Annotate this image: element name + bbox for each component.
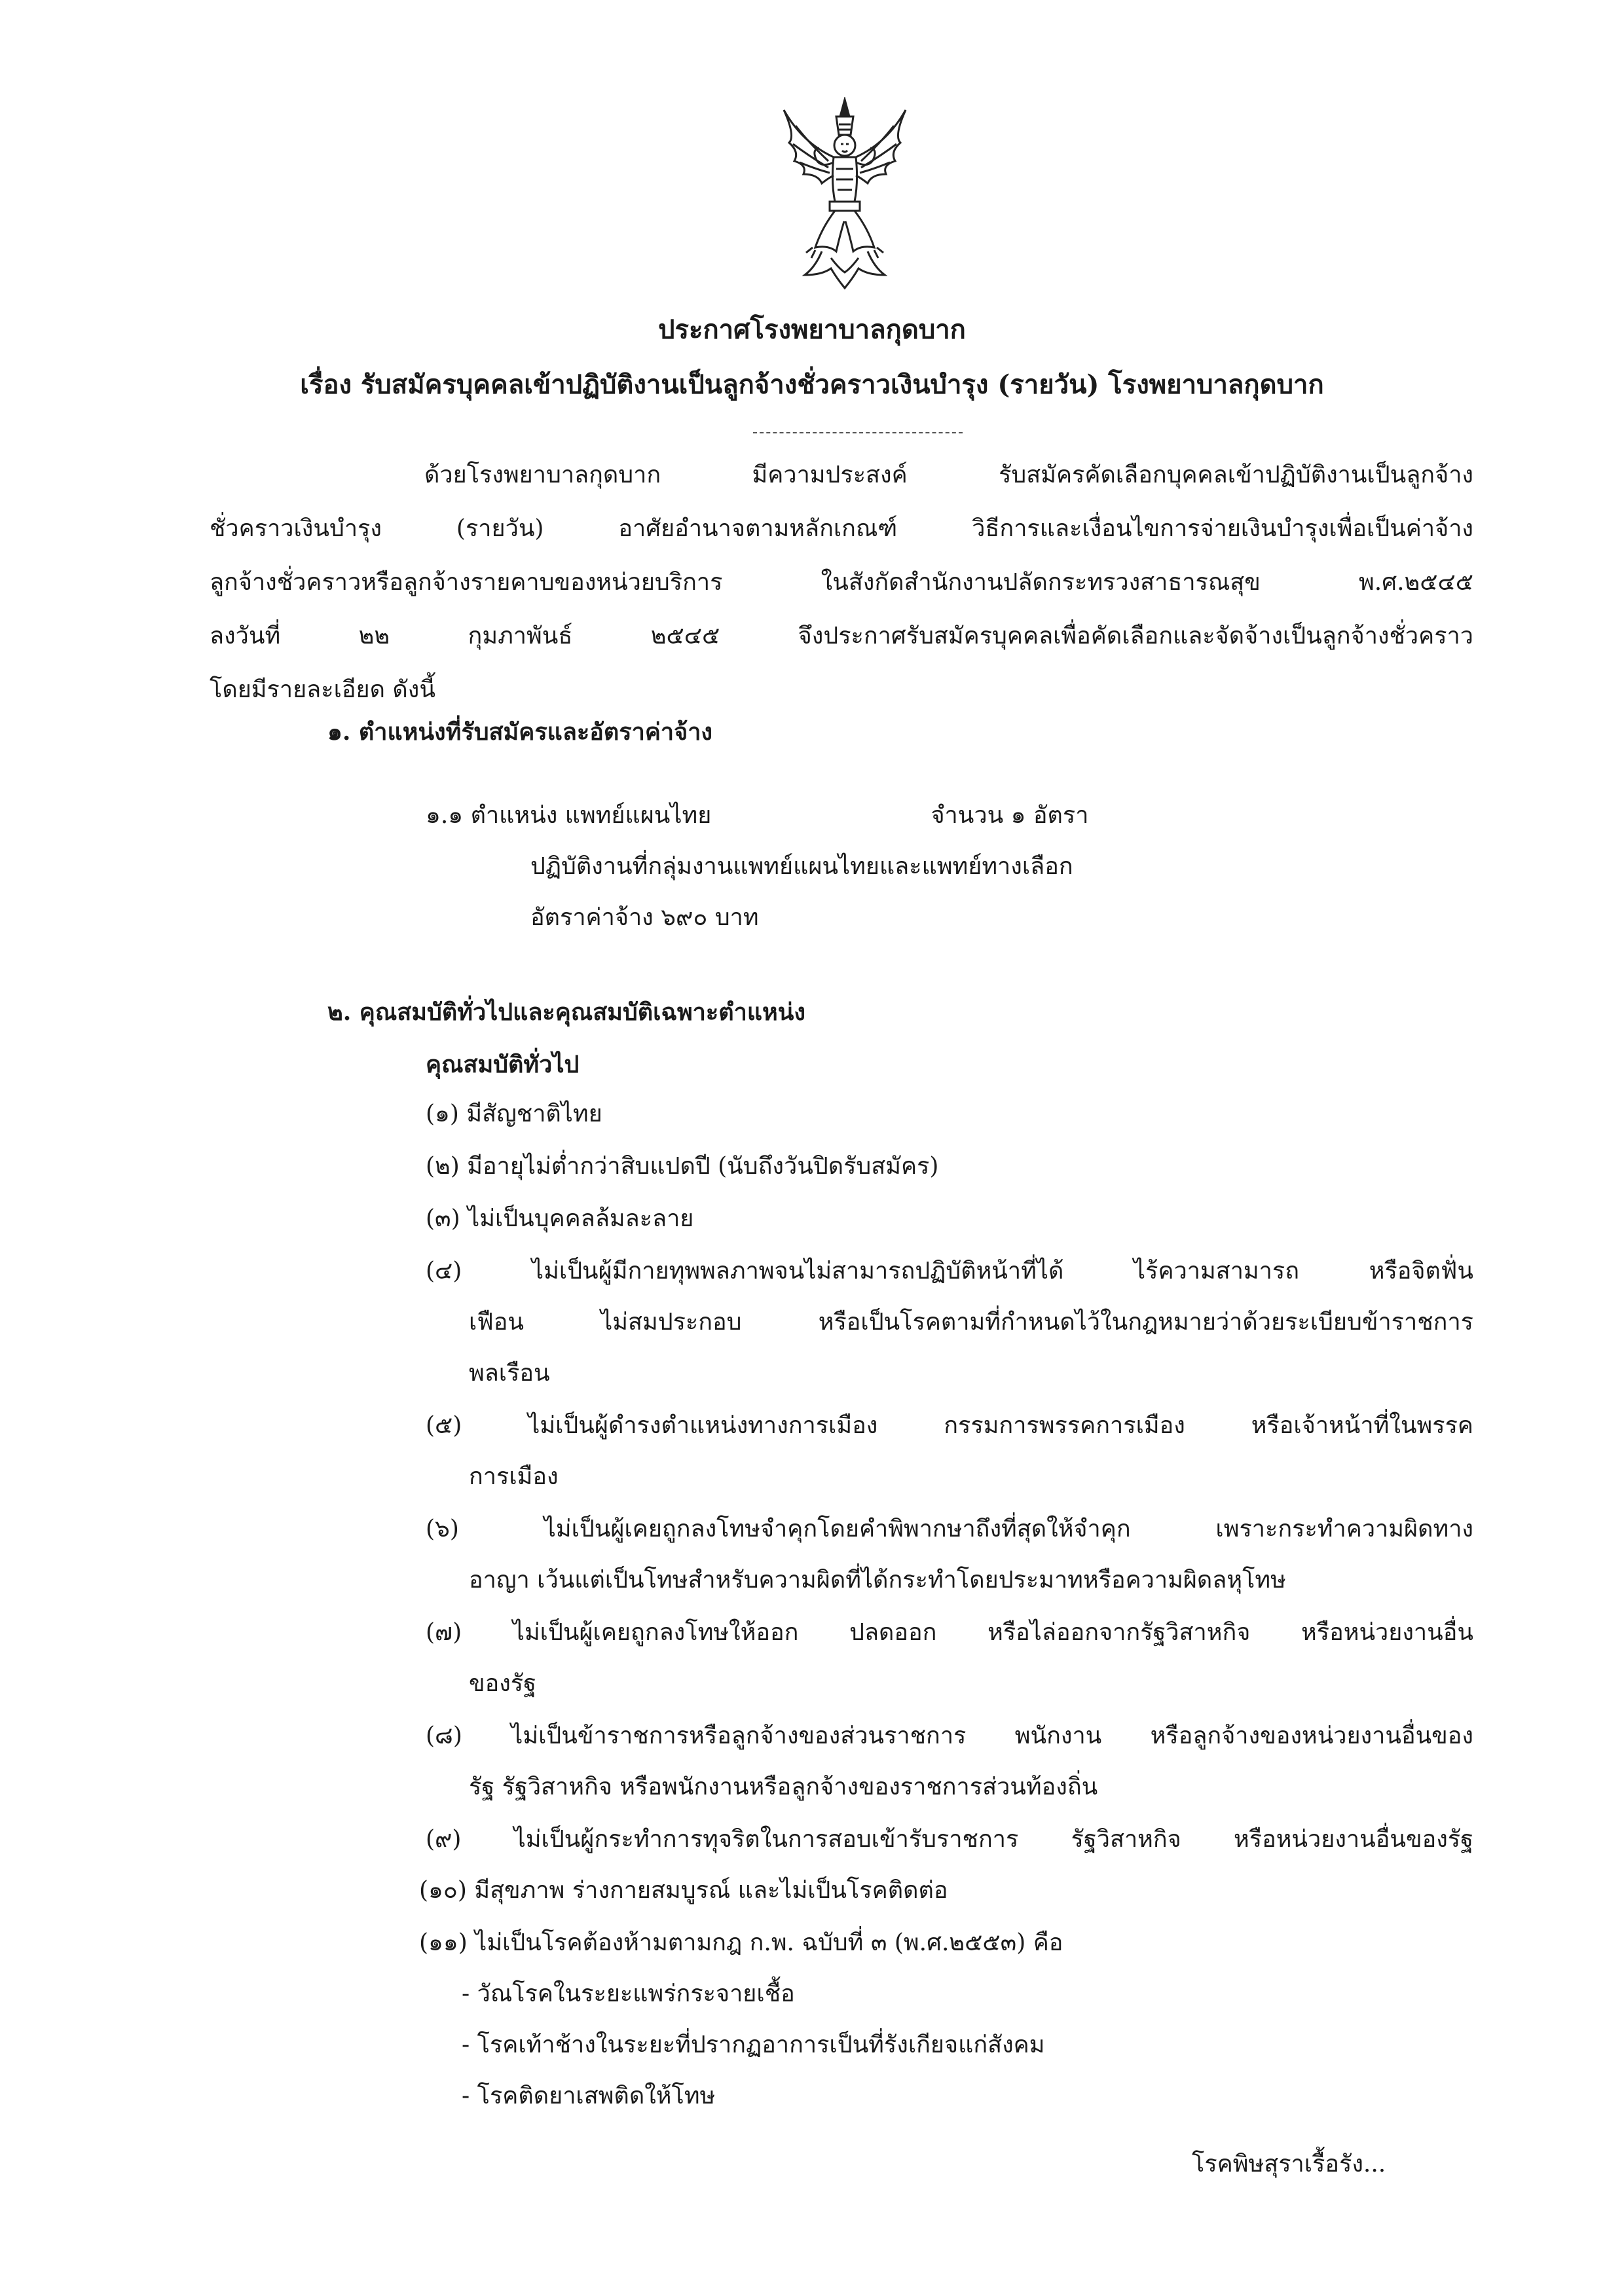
section-2-heading: ๒. คุณสมบัติทั่วไปและคุณสมบัติเฉพาะตำแหน่ง: [327, 998, 805, 1026]
garuda-emblem-icon: [776, 97, 913, 293]
general-qualifications-heading: คุณสมบัติทั่วไป: [426, 1051, 580, 1078]
qualification-item-6-cont: อาญา เว้นแต่เป็นโทษสำหรับความผิดที่ได้กระทำโดยประมาทหรือความผิดลหุโทษ: [469, 1567, 1286, 1594]
qualification-item-7-cont: ของรัฐ: [469, 1670, 537, 1697]
qualification-item-4-cont-1: เฟือน ไม่สมประกอบ หรือเป็นโรคตามที่กำหนดไว้ในกฎหมายว่าด้วยระเบียบข้าราชการ: [469, 1309, 1473, 1336]
intro-line-4: ลงวันที่ ๒๒ กุมภาพันธ์ ๒๕๔๕ จึงประกาศรับสมัครบุคคลเพื่อคัดเลือกและจัดจ้างเป็นลูกจ้างชั่วคราว: [210, 623, 1473, 649]
prohibited-disease-3: - โรคติดยาเสพติดให้โทษ: [462, 2083, 716, 2109]
qualification-item-8: (๘) ไม่เป็นข้าราชการหรือลูกจ้างของส่วนราชการ พนักงาน หรือลูกจ้างของหน่วยงานอื่นของ: [426, 1722, 1473, 1749]
qualification-item-6: (๖) ไม่เป็นผู้เคยถูกลงโทษจำคุกโดยคำพิพากษาถึงที่สุดให้จำคุก เพราะกระทำความผิดทาง: [426, 1516, 1473, 1542]
position-workplace: ปฏิบัติงานที่กลุ่มงานแพทย์แผนไทยและแพทย์ทางเลือก: [530, 853, 1073, 880]
prohibited-disease-2: - โรคเท้าช้างในระยะที่ปรากฏอาการเป็นที่รังเกียจแก่สังคม: [462, 2032, 1045, 2058]
qualification-item-7: (๗) ไม่เป็นผู้เคยถูกลงโทษให้ออก ปลดออก หรือไล่ออกจากรัฐวิสาหกิจ หรือหน่วยงานอื่น: [426, 1619, 1473, 1646]
intro-line-5: โดยมีรายละเอียด ดังนี้: [210, 676, 435, 703]
qualification-item-3: (๓) ไม่เป็นบุคคลล้มละลาย: [426, 1205, 694, 1232]
qualification-item-10: (๑๐) มีสุขภาพ ร่างกายสมบูรณ์ และไม่เป็นโรคติดต่อ: [419, 1877, 948, 1904]
position-label: ๑.๑ ตำแหน่ง แพทย์แผนไทย: [426, 802, 712, 829]
qualification-item-8-cont: รัฐ รัฐวิสาหกิจ หรือพนักงานหรือลูกจ้างของราชการส่วนท้องถิ่น: [469, 1774, 1098, 1800]
title-divider: [753, 432, 963, 433]
qualification-item-4-cont-2: พลเรือน: [469, 1360, 550, 1387]
qualification-item-4: (๔) ไม่เป็นผู้มีกายทุพพลภาพจนไม่สามารถปฏิบัติหน้าที่ได้ ไร้ความสามารถ หรือจิตฟั่น: [426, 1258, 1473, 1285]
announcement-title: ประกาศโรงพยาบาลกุดบาก: [658, 314, 966, 345]
position-row: [426, 799, 1088, 833]
qualification-item-9: (๙) ไม่เป็นผู้กระทำการทุจริตในการสอบเข้ารับราชการ รัฐวิสาหกิจ หรือหน่วยงานอื่นของรัฐ: [426, 1826, 1473, 1853]
section-1-heading: ๑. ตำแหน่งที่รับสมัครและอัตราค่าจ้าง: [327, 718, 713, 746]
page-catchword: โรคพิษสุราเรื้อรัง...: [1192, 2151, 1386, 2178]
intro-line-3: ลูกจ้างชั่วคราวหรือลูกจ้างรายคาบของหน่วยบริการ ในสังกัดสำนักงานปลัดกระทรวงสาธารณสุข พ.ศ.๒๕๔๕: [210, 569, 1473, 596]
intro-line-1: ด้วยโรงพยาบาลกุดบาก มีความประสงค์ รับสมัครคัดเลือกบุคคลเข้าปฏิบัติงานเป็นลูกจ้าง: [424, 462, 1473, 488]
intro-line-2: ชั่วคราวเงินบำรุง (รายวัน) อาศัยอำนาจตามหลักเกณฑ์ วิธีการและเงื่อนไขการจ่ายเงินบำรุงเพื่อเป็นค่าจ้าง: [210, 515, 1473, 542]
announcement-subject: เรื่อง รับสมัครบุคคลเข้าปฏิบัติงานเป็นลูกจ้างชั่วคราวเงินบำรุง (รายวัน) โรงพยาบาลกุดบาก: [300, 369, 1324, 400]
qualification-item-1: (๑) มีสัญชาติไทย: [426, 1101, 602, 1127]
qualification-item-2: (๒) มีอายุไม่ต่ำกว่าสิบแปดปี (นับถึงวันปิดรับสมัคร): [426, 1153, 939, 1180]
qualification-item-5: (๕) ไม่เป็นผู้ดำรงตำแหน่งทางการเมือง กรรมการพรรคการเมือง หรือเจ้าหน้าที่ในพรรค: [426, 1412, 1473, 1439]
position-wage: อัตราค่าจ้าง ๖๙๐ บาท: [530, 904, 759, 931]
qualification-item-5-cont: การเมือง: [469, 1463, 559, 1490]
position-count: จำนวน ๑ อัตรา: [931, 802, 1089, 829]
prohibited-disease-1: - วัณโรคในระยะแพร่กระจายเชื้อ: [462, 1980, 795, 2007]
qualification-item-11: (๑๑) ไม่เป็นโรคต้องห้ามตามกฎ ก.พ. ฉบับที่ ๓ (พ.ศ.๒๕๕๓) คือ: [419, 1929, 1063, 1956]
